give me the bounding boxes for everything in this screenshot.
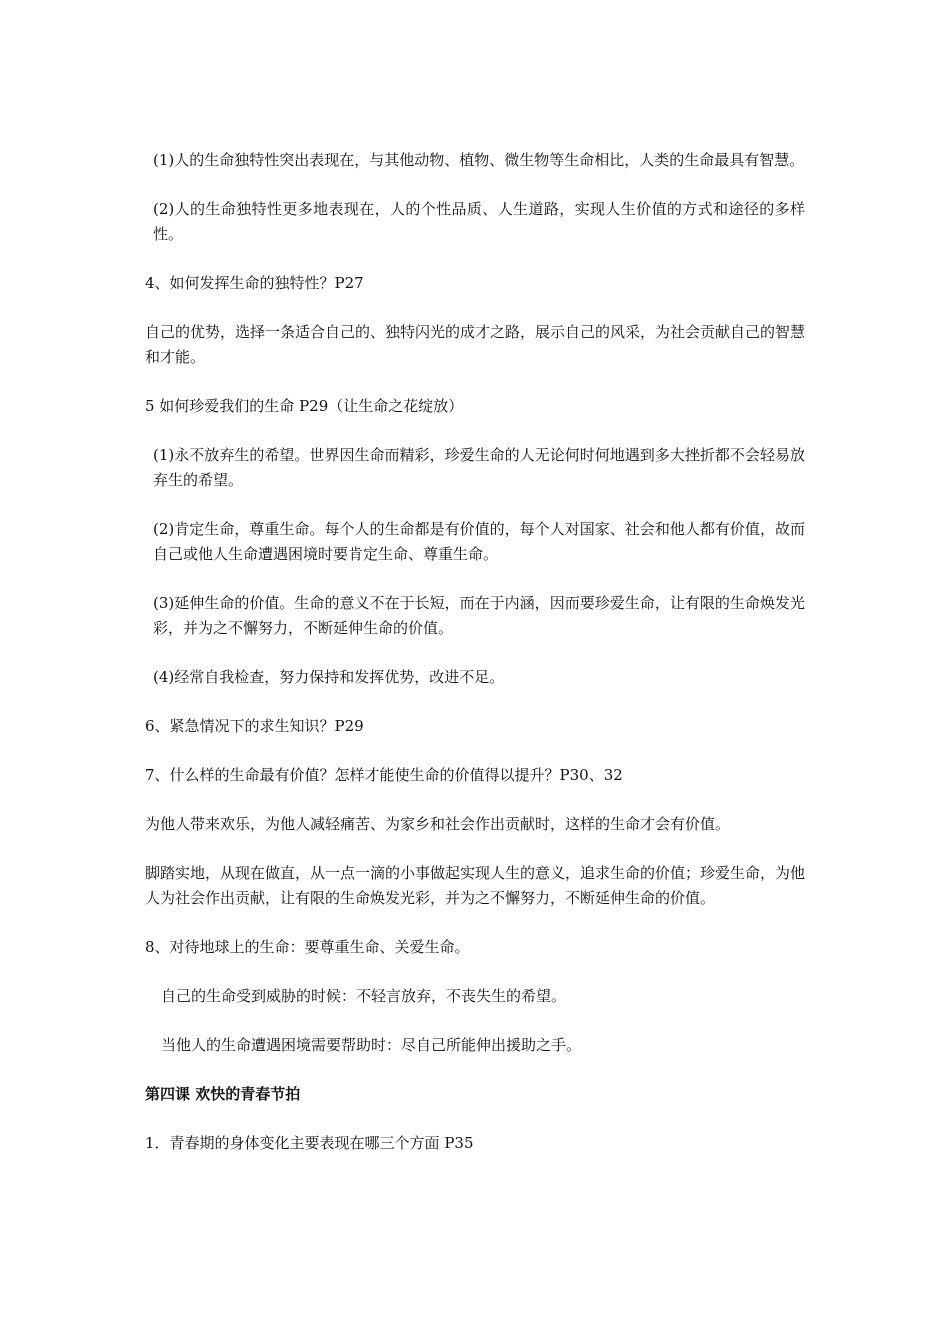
paragraph-life-uniqueness-2: (2)人的生命独特性更多地表现在，人的个性品质、人生道路，实现人生价值的方式和途径的多样性。 (153, 200, 805, 243)
answer-5-item-2: (2)肯定生命，尊重生命。每个人的生命都是有价值的，每个人对国家、社会和他人都有价值，故而自己或他人生命遭遇困境时要肯定生命、尊重生命。 (153, 520, 805, 563)
answer-7-part-1: 为他人带来欢乐，为他人减轻痛苦、为家乡和社会作出贡献时，这样的生命才会有价值。 (145, 815, 731, 833)
question-5: 5 如何珍爱我们的生命 P29（让生命之花绽放） (145, 397, 464, 415)
answer-5-item-3: (3)延伸生命的价值。生命的意义不在于长短，而在于内涵，因而要珍爱生命，让有限的生命焕发光彩，并为之不懈努力，不断延伸生命的价值。 (153, 594, 805, 637)
answer-5-item-4: (4)经常自我检查，努力保持和发挥优势，改进不足。 (153, 668, 505, 686)
question-7: 7、什么样的生命最有价值？怎样才能使生命的价值得以提升？P30、32 (145, 766, 623, 784)
answer-4: 自己的优势，选择一条适合自己的、独特闪光的成才之路，展示自己的风采，为社会贡献自己的智慧和才能。 (145, 323, 806, 366)
question-8: 8、对待地球上的生命：要尊重生命、关爱生命。 (145, 938, 470, 956)
paragraph-life-uniqueness-1: (1)人的生命独特性突出表现在，与其他动物、植物、微生物等生命相比，人类的生命最具有智慧。 (153, 151, 805, 169)
answer-8-others: 当他人的生命遭遇困境需要帮助时：尽自己所能伸出援助之手。 (161, 1036, 582, 1054)
question-6: 6、紧急情况下的求生知识？P29 (145, 717, 364, 735)
answer-8-self: 自己的生命受到威胁的时候：不轻言放弃，不丧失生的希望。 (161, 987, 567, 1005)
question-4: 4、如何发挥生命的独特性？P27 (145, 274, 364, 292)
document-body (145, 148, 805, 1180)
lesson-4-heading: 第四课 欢快的青春节拍 (145, 1085, 301, 1103)
lesson-4-question-1: 1．青春期的身体变化主要表现在哪三个方面 P35 (145, 1134, 474, 1152)
answer-7-part-2: 脚踏实地，从现在做直，从一点一滴的小事做起实现人生的意义，追求生命的价值；珍爱生命，为他人为社会作出贡献，让有限的生命焕发光彩，并为之不懈努力，不断延伸生命的价值。 (145, 864, 806, 907)
answer-5-item-1: (1)永不放弃生的希望。世界因生命而精彩，珍爱生命的人无论何时何地遇到多大挫折都不会轻易放弃生的希望。 (153, 446, 805, 489)
